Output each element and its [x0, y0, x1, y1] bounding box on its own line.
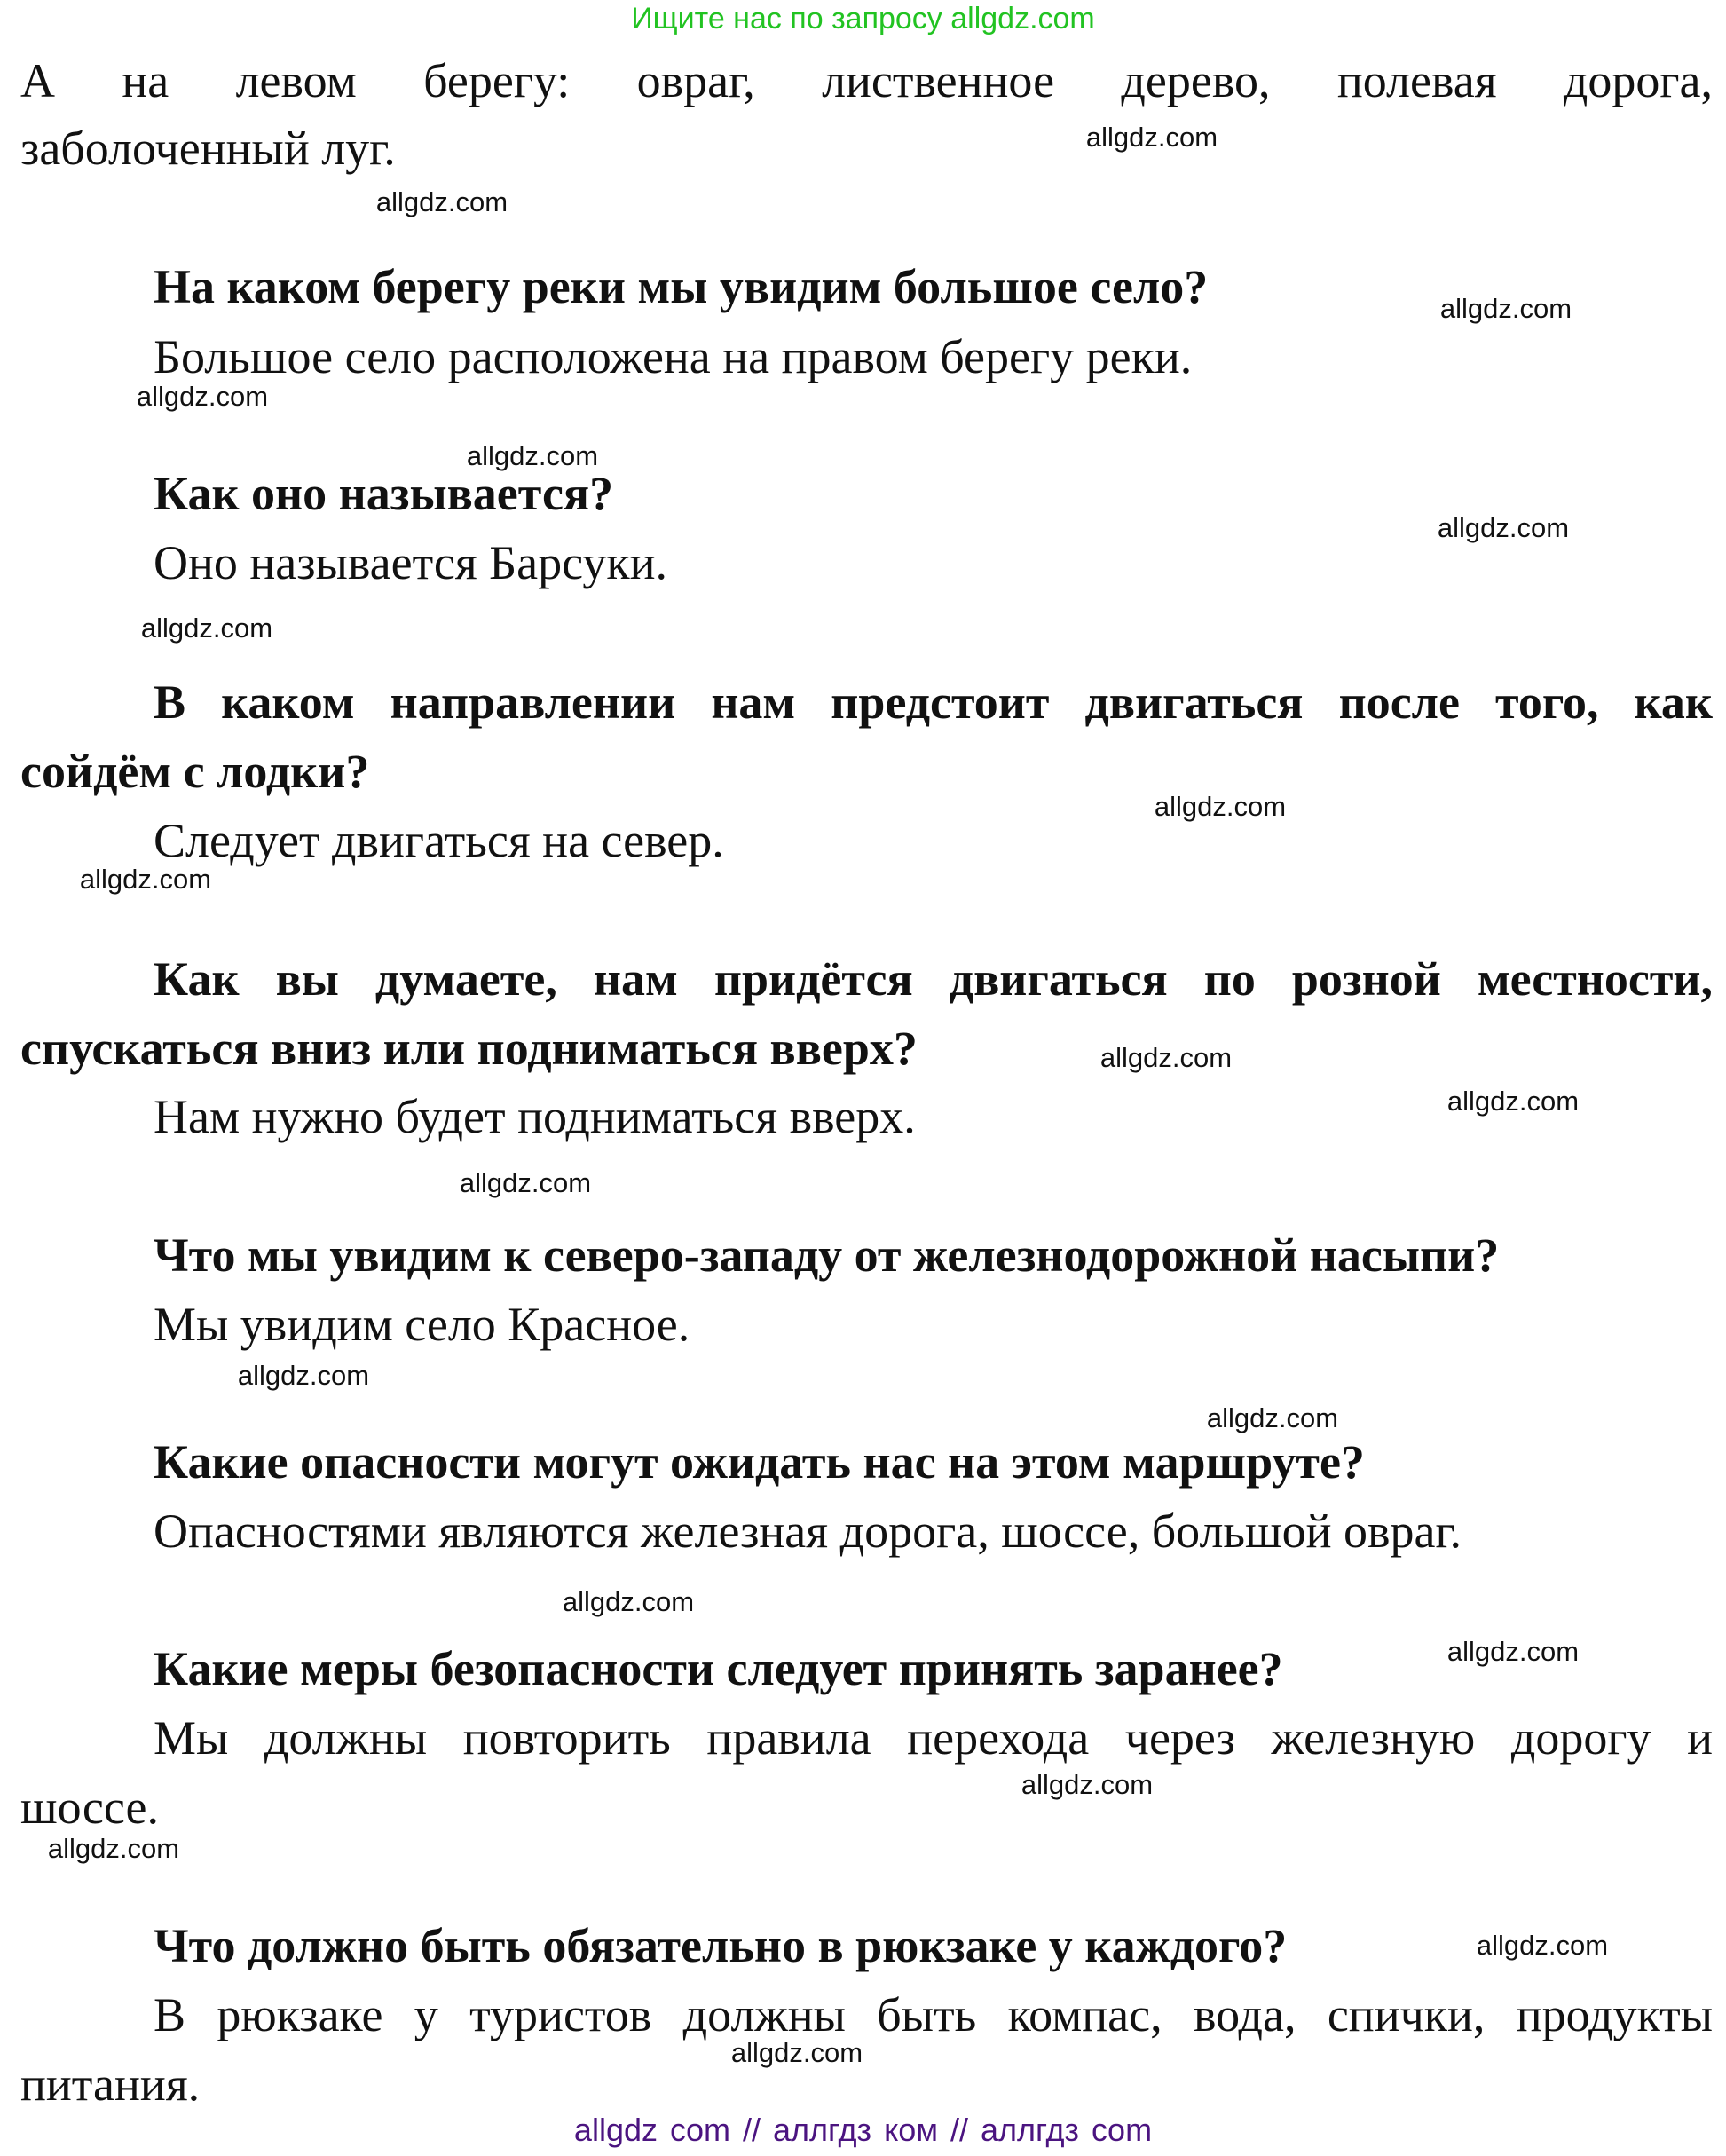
watermark-text: allgdz.com — [375, 186, 508, 217]
question-line: В каком направлении нам предстоит двигаться после того, как — [154, 675, 1713, 729]
watermark-text: allgdz.com — [1446, 1086, 1580, 1117]
answer-line: В рюкзаке у туристов должны быть компас, вода, спички, продукты — [154, 1988, 1713, 2041]
question-line: сойдём с лодки? — [20, 745, 370, 798]
watermark-text: allgdz.com — [562, 1586, 695, 1617]
watermark-text: allgdz.com — [730, 2037, 863, 2068]
answer-line: шоссе. — [20, 1781, 159, 1834]
header-banner: Ищите нас по запросу allgdz.com — [631, 2, 1095, 36]
answer-line: А на левом берегу: овраг, лиственное дерево, полевая дорога, — [20, 54, 1713, 107]
watermark-text: allgdz.com — [1446, 1636, 1580, 1667]
answer-line: Следует двигаться на север. — [154, 814, 724, 867]
answer-line: Мы увидим село Красное. — [154, 1298, 690, 1351]
question-line: Какие меры безопасности следует принять заранее? — [154, 1642, 1283, 1695]
answer-line: питания. — [20, 2057, 201, 2111]
watermark-text: allgdz.com — [1439, 293, 1572, 324]
answer-line: Нам нужно будет подниматься вверх. — [154, 1090, 916, 1143]
watermark-text: allgdz.com — [1206, 1402, 1339, 1433]
watermark-text: allgdz.com — [1154, 791, 1287, 822]
watermark-text: allgdz.com — [1085, 122, 1218, 153]
question-line: Что должно быть обязательно в рюкзаке у каждого? — [154, 1919, 1288, 1972]
answer-line: Большое село расположена на правом берегу реки. — [154, 330, 1193, 383]
answer-line: Опасностями являются железная дорога, шоссе, большой овраг. — [154, 1504, 1462, 1558]
watermark-text: allgdz.com — [79, 864, 212, 895]
question-line: Что мы увидим к северо-западу от железнодорожной насыпи? — [154, 1228, 1500, 1282]
footer-banner: allgdz com // аллгдз ком // аллгдз com — [573, 2112, 1153, 2148]
watermark-text: allgdz.com — [47, 1833, 180, 1864]
question-line: спускаться вниз или подниматься вверх? — [20, 1022, 918, 1075]
watermark-text: allgdz.com — [1099, 1042, 1233, 1073]
answer-line: Мы должны повторить правила перехода через железную дорогу и — [154, 1711, 1713, 1765]
watermark-text: allgdz.com — [466, 440, 599, 471]
question-line: Как оно называется? — [154, 467, 614, 520]
question-line: На каком берегу реки мы увидим большое село? — [154, 260, 1209, 313]
watermark-text: allgdz.com — [237, 1360, 370, 1391]
watermark-text: allgdz.com — [136, 381, 269, 412]
watermark-text: allgdz.com — [1437, 512, 1570, 543]
question-line: Как вы думаете, нам придётся двигаться по розной местности, — [154, 952, 1713, 1006]
watermark-text: allgdz.com — [459, 1167, 592, 1198]
answer-line: заболоченный луг. — [20, 122, 396, 175]
watermark-text: allgdz.com — [1476, 1930, 1609, 1961]
question-line: Какие опасности могут ожидать нас на этом маршруте? — [154, 1435, 1365, 1489]
answer-line: Оно называется Барсуки. — [154, 536, 668, 589]
watermark-text: allgdz.com — [1021, 1769, 1154, 1800]
watermark-text: allgdz.com — [140, 612, 273, 644]
